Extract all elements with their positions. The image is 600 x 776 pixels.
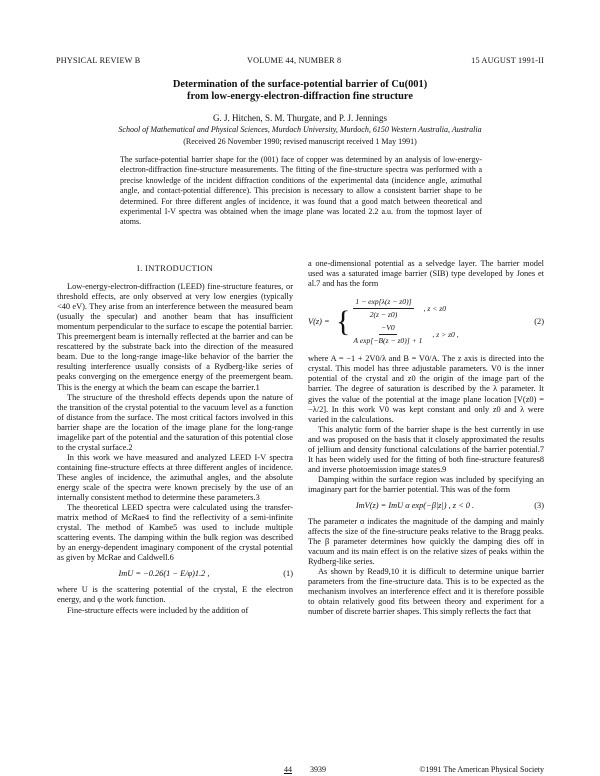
paragraph: The theoretical LEED spectra were calculated using the transfer-matrix method of McRae4 to find the reflectivity of a semi-infinite crystal. The method of Kambe5 was used to include multiple scattering events. The damping within the bulk region was described by an energy-dependent imaginary component of the crystal potential as given by McRae and Caldwell.6 xyxy=(57,503,293,563)
condition: , z < z0 xyxy=(423,303,446,313)
fraction xyxy=(353,297,413,320)
paper-title xyxy=(70,79,530,104)
paragraph: Low-energy-electron-diffraction (LEED) fine-structure features, or threshold effects, are only observed at very low energies (typically <40 eV). They arise from an interference between the measured beam (usually the specular) and another beam that has insufficient momentum perpendicular to the surface to escape the potential barrier. This preemergent beam is internally reflected at the barrier and can be rescattered by the substrate back into the direction of the measured beam. Due to the long-range image-like behavior of the barrier the resulting interference usually consists of a Rydberg-like series of peaks converging on the emergence energy of the preemergent beam. This is the energy at which the beam can escape the barrier.1 xyxy=(57,282,293,392)
paragraph: where U is the scattering potential of the crystal, E the electron energy, and φ the work function. xyxy=(57,585,293,605)
paragraph: where A = −1 + 2V0/λ and B = V0/A. The z axis is directed into the crystal. This model has three adjustable parameters. V0 is the inner potential of the crystal and z0 the origin of the image part of the barrier. The degree of saturation is described by the λ parameter. It gives the value of the potential at the image plane location [V(z0) = −λ/2]. In this work V0 was kept constant and only z0 and λ were varied in the calculations. xyxy=(308,354,544,424)
fraction xyxy=(353,323,422,346)
left-column xyxy=(57,259,293,616)
volume-ref: 44 xyxy=(284,765,292,774)
denominator: A exp[−B(z − z0)] + 1 xyxy=(353,336,423,346)
equation-1 xyxy=(57,569,293,579)
issue-date: 15 AUGUST 1991-II xyxy=(471,56,544,65)
received-dates: (Received 26 November 1990; revised manuscript received 1 May 1991) xyxy=(183,137,417,146)
equation-3 xyxy=(308,501,544,511)
paragraph: Damping within the surface region was included by specifying an imaginary part for the barrier potential. This was of the form xyxy=(308,474,544,494)
equation-2-lhs: V(z) = xyxy=(308,316,330,326)
paragraph: The parameter α indicates the magnitude of the damping and mainly affects the size of the fine-structure peaks relative to the Bragg peaks. The β parameter determines how quickly the damping dies off in vacuum and its main effect is on the relative sizes of peaks within the Rydberg-like series. xyxy=(308,517,544,567)
title-line-1: Determination of the surface-potential barrier of Cu(001) xyxy=(172,79,428,90)
paragraph: Fine-structure effects were included by the addition of xyxy=(67,605,249,615)
section-heading: I. INTRODUCTION xyxy=(136,264,214,273)
copyright: ©1991 The American Physical Society xyxy=(419,765,544,774)
condition: , z > z0 , xyxy=(432,329,459,339)
title-line-2: from low-energy-electron-diffraction fine structure xyxy=(187,91,413,103)
equation-3-body: ImV(z) = ImU α exp(−β|z|) , z < 0 . xyxy=(355,500,475,510)
equation-1-number: (1) xyxy=(283,569,293,579)
numerator: −V0 xyxy=(379,323,397,335)
abstract: The surface-potential barrier shape for the (001) face of copper was determined by an analysis of low-energy-electron-diffraction fine-structure measurements. The fitting of the fine-structure spectra was performed with a precise knowledge of the incident diffraction conditions of the experimental data (incidence angle, azimuthal angle, and contact-potential difference). This precision is necessary to allow a consistent barrier shape to be determined. For three different angles of incidence, it was found that a good match between theoretical and experimental I-V spectra was obtained when the image plane was located 2.2 a.u. from the topmost layer of atoms. xyxy=(120,155,482,227)
right-column xyxy=(308,259,544,618)
authors: G. J. Hitchen, S. M. Thurgate, and P. J. Jennings xyxy=(213,113,387,123)
paragraph: This analytic form of the barrier shape is the best currently in use and was proposed on the basis that it closely approximated the results of jellium and density functional calculations of the barrier potential.7 It has been widely used for the fitting of both fine-structure features8 and inverse photoemission image states.9 xyxy=(308,424,544,474)
paragraph: In this work we have measured and analyzed LEED I-V spectra containing fine-structure effects at three different angles of incidence. These angles of incidence, the azimuthal angles, and the absolute energy scale of the spectra were known precisely by the use of an internally consistent method to determine these parameters.3 xyxy=(57,452,293,503)
affiliation: School of Mathematical and Physical Sciences, Murdoch University, Murdoch, 6150 Western Australia, Australia xyxy=(118,125,482,134)
equation-3-number: (3) xyxy=(534,500,544,510)
equation-2-number: (2) xyxy=(534,316,544,326)
journal-name: PHYSICAL REVIEW B xyxy=(56,56,141,65)
equation-2-case-1 xyxy=(353,297,522,320)
paragraph: The structure of the threshold effects depends upon the nature of the transition of the crystal potential to the vacuum level as a function of distance from the surface. The most critical factors involved in this barrier shape are the location of the image plane for the long-range imagelike part of the potential and the saturation of this potential close to the crystal surface.2 xyxy=(57,392,293,452)
equation-2-cases xyxy=(353,294,522,349)
equation-1-body: ImU = −0.26(1 − E/φ)1.2 , xyxy=(118,569,210,579)
volume-number: VOLUME 44, NUMBER 8 xyxy=(247,56,342,65)
page-number: 3939 xyxy=(310,765,326,774)
paragraph: a one-dimensional potential as a selvedge layer. The barrier model used was a saturated image barrier (SIB) type developed by Jones et al.7 and has the form xyxy=(308,259,544,289)
denominator: 2(z − z0) xyxy=(369,310,398,320)
equation-2 xyxy=(308,294,544,349)
equation-2-case-2 xyxy=(353,323,522,346)
paragraph: As shown by Read9,10 it is difficult to determine unique barrier parameters from the fine-structure data. This is to be expected as the mechanism involves an interference effect and it is therefore possible to obtain relatively good fits between theory and experiment for a number of discrete barrier shapes. This simply reflects the fact that xyxy=(308,567,544,617)
numerator: 1 − exp[λ(z − z0)] xyxy=(353,297,413,309)
left-brace-symbol: { xyxy=(336,304,351,338)
